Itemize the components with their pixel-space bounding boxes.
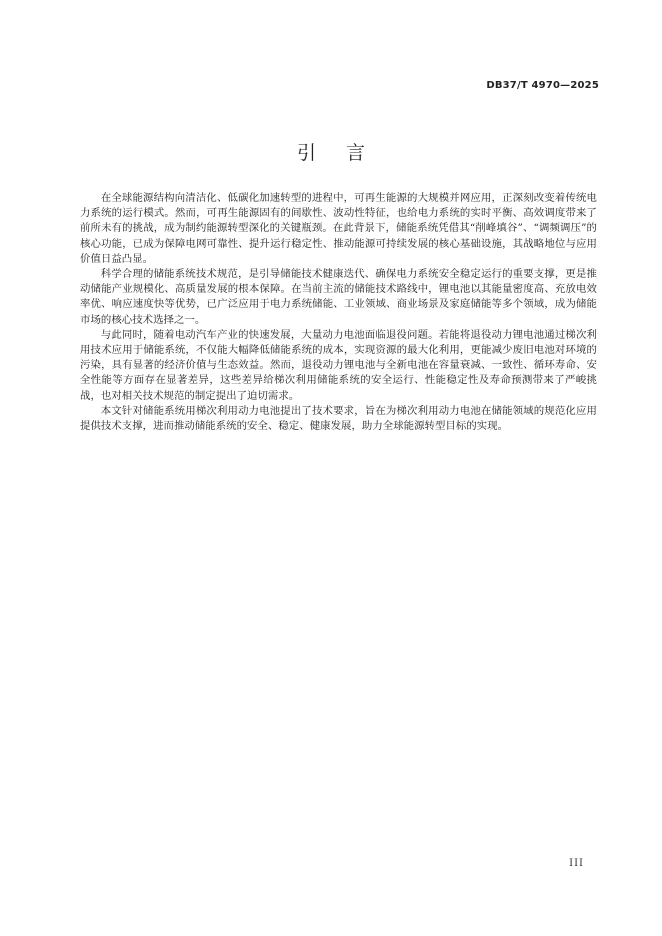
page-title: 引言: [296, 142, 395, 164]
page-number: III: [569, 858, 584, 869]
paragraph: 科学合理的储能系统技术规范，是引导储能技术健康迭代、确保电力系统安全稳定运行的重要支撑，更是推动储能产业规模化、高质量发展的根本保障。在当前主流的储能技术路线中，锂电池以其能量密度高、充放电效率优、响应速度快等优势，已广泛应用于电力系统储能、工业领域、商业场景及家庭储能等多个领域，成为储能市场的核心技术选择之一。: [80, 268, 597, 326]
paragraph: 本文针对储能系统用梯次利用动力电池提出了技术要求，旨在为梯次利用动力电池在储能领域的规范化应用提供技术支撑，进而推动储能系统的安全、稳定、健康发展，助力全球能源转型目标的实现。: [80, 404, 597, 433]
paragraph: 在全球能源结构向清洁化、低碳化加速转型的进程中，可再生能源的大规模并网应用，正深刻改变着传统电力系统的运行模式。然而，可再生能源固有的间歇性、波动性特征，也给电力系统的实时平衡、高效调度带来了前所未有的挑战，成为制约能源转型深化的关键瓶颈。在此背景下，储能系统凭借其“削峰填谷”、“调频调压”的核心功能，已成为保障电网可靠性、提升运行稳定性、推动能源可持续发展的核心基础设施，其战略地位与应用价值日益凸显。: [80, 192, 597, 265]
standard-code: DB37/T 4970—2025: [486, 80, 599, 91]
paragraph: 与此同时，随着电动汽车产业的快速发展，大量动力电池面临退役问题。若能将退役动力锂电池通过梯次利用技术应用于储能系统，不仅能大幅降低储能系统的成本，实现资源的最大化利用，更能减少废旧电池对环境的污染，具有显著的经济价值与生态效益。然而，退役动力锂电池与全新电池在容量衰减、一致性、循环寿命、安全性能等方面存在显著差异，这些差异给梯次利用储能系统的安全运行、性能稳定性及寿命预测带来了严峻挑战，也对相关技术规范的制定提出了迫切需求。: [80, 328, 597, 402]
introduction-body: [80, 191, 597, 434]
